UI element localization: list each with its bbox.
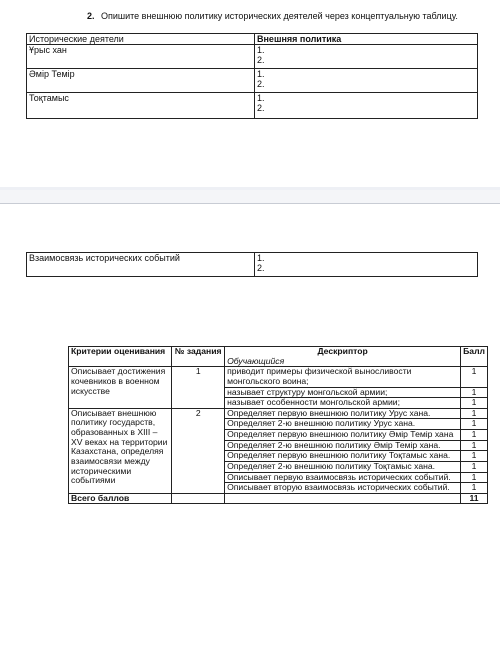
descriptor-text: называет структуру монгольской армии; — [225, 387, 461, 398]
score-cell: 1 — [461, 440, 488, 451]
header-descriptor: Дескриптор — [225, 347, 461, 357]
total-row — [69, 493, 488, 504]
figure-name: Әмір Темір — [27, 69, 255, 93]
answer-line: 1. — [257, 93, 265, 104]
answer-line: 2. — [257, 79, 265, 90]
table-row — [69, 408, 488, 419]
descriptor-text: называет особенности монгольской армии; — [225, 398, 461, 409]
header-score: Балл — [461, 347, 488, 367]
descriptor-text: Определяет 2-ю внешнюю политику Урус хана. — [225, 419, 461, 430]
answer-cell[interactable] — [255, 45, 478, 69]
descriptor-text: Определяет 2-ю внешнюю политику Тоқтамыс хана. — [225, 461, 461, 472]
task-number: 2. — [87, 11, 95, 21]
page-divider — [0, 203, 500, 204]
table-row — [27, 93, 478, 119]
score-cell: 1 — [461, 367, 488, 387]
answer-line: 1. — [257, 253, 265, 263]
rubric-table — [68, 346, 488, 504]
answer-cell[interactable] — [255, 253, 478, 277]
header-task-number: № задания — [172, 347, 225, 367]
header-learner: Обучающийся — [225, 357, 461, 367]
descriptor-text: Определяет первую внешнюю политику Тоқтамыс хана. — [225, 451, 461, 462]
descriptor-text: приводит примеры физической выносливости монгольского воина; — [225, 367, 461, 387]
score-cell: 1 — [461, 451, 488, 462]
answer-cell[interactable] — [255, 69, 478, 93]
score-cell: 1 — [461, 408, 488, 419]
answer-line: 1. — [257, 45, 265, 56]
table-row — [27, 45, 478, 69]
score-cell: 1 — [461, 419, 488, 430]
header-criteria: Критерии оценивания — [69, 347, 172, 367]
score-cell: 1 — [461, 461, 488, 472]
table-row — [27, 69, 478, 93]
col-header-foreign-policy: Внешняя политика — [255, 34, 478, 45]
empty-cell — [225, 493, 461, 504]
task-number-cell: 2 — [172, 408, 225, 493]
answer-line: 2. — [257, 55, 265, 66]
figure-name: Тоқтамыс — [27, 93, 255, 119]
descriptor-text: Определяет 2-ю внешнюю политику Әмір Темір хана. — [225, 440, 461, 451]
table-row — [69, 367, 488, 387]
figure-name: Ұрыс хан — [27, 45, 255, 69]
score-cell: 1 — [461, 387, 488, 398]
task-number-cell: 1 — [172, 367, 225, 409]
col-header-figures: Исторические деятели — [27, 34, 255, 45]
total-label: Всего баллов — [69, 493, 172, 504]
page-gap — [0, 190, 500, 203]
empty-cell — [172, 493, 225, 504]
task-text: Опишите внешнюю политику исторических деятелей через концептуальную таблицу. — [101, 11, 458, 21]
descriptor-text: Определяет первую внешнюю политику Урус хана. — [225, 408, 461, 419]
total-score: 11 — [461, 493, 488, 504]
criterion-text: Описывает внешнюю политику государств, образованных в XIII – XV веках на территории Казахстана, определяя взаимосвязи между историческими событиями — [69, 408, 172, 493]
descriptor-text: Описывает вторую взаимосвязь исторических событий. — [225, 483, 461, 494]
score-cell: 1 — [461, 483, 488, 494]
relationship-label: Взаимосвязь исторических событий — [27, 253, 255, 277]
concept-table — [26, 33, 478, 119]
score-cell: 1 — [461, 398, 488, 409]
descriptor-text: Описывает первую взаимосвязь исторических событий. — [225, 472, 461, 483]
criterion-text: Описывает достижения кочевников в военном искусстве — [69, 367, 172, 409]
answer-line: 2. — [257, 263, 265, 274]
score-cell: 1 — [461, 472, 488, 483]
answer-line: 2. — [257, 103, 265, 114]
answer-cell[interactable] — [255, 93, 478, 119]
answer-line: 1. — [257, 69, 265, 80]
relationship-table — [26, 252, 478, 277]
descriptor-text: Определяет первую внешнюю политику Әмір Темір хана — [225, 430, 461, 441]
score-cell: 1 — [461, 430, 488, 441]
